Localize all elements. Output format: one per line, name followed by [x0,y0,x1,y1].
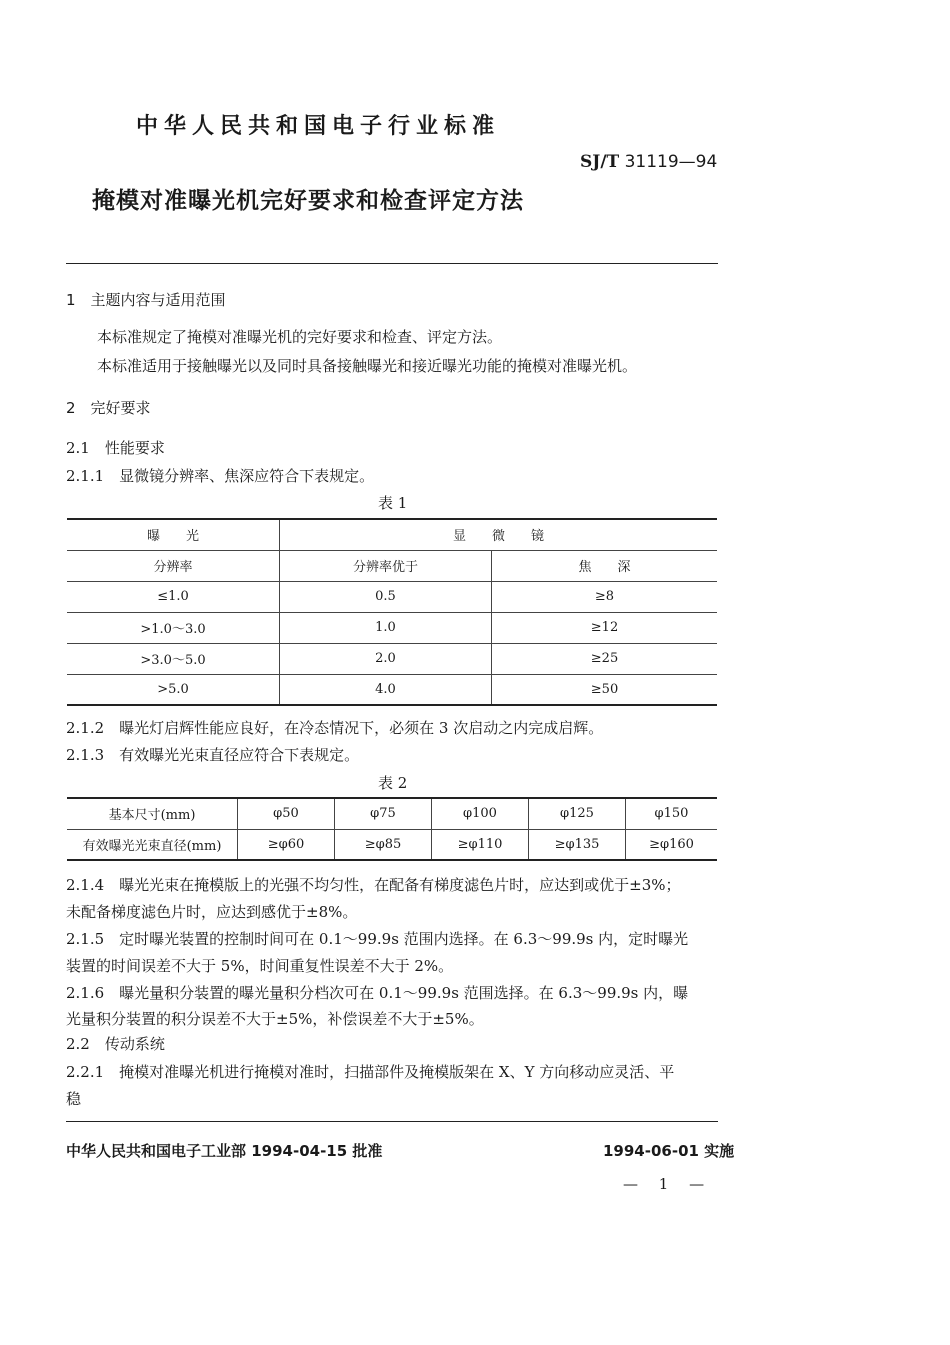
section-2-heading: 2 完好要求 [66,399,151,417]
table-1-caption: 表 1 [378,494,408,512]
table-2-row-label-beam: 有效曝光光束直径(mm) [67,829,238,860]
table-row [67,798,717,829]
table-cell: ≥φ135 [529,829,626,860]
item-2-1-4-line-2: 未配备梯度滤色片时，应达到感优于±8%。 [66,903,358,921]
table-cell: ≥50 [492,674,718,705]
document-title: 掩模对准曝光机完好要求和检查评定方法 [92,188,524,214]
table-cell: ≥8 [492,581,718,612]
page-number: — 1 — [623,1175,713,1193]
item-2-2-1-line-2: 稳 [66,1090,82,1108]
table-1-col-resolution: 分辨率 [67,550,280,581]
standard-code [580,152,717,172]
table-2 [67,797,717,861]
table-1-header-microscope: 显 微 镜 [280,519,718,550]
header-divider [66,263,718,264]
table-cell: 4.0 [280,674,492,705]
table-2-caption: 表 2 [378,774,408,792]
table-cell: 2.0 [280,643,492,674]
table-cell: φ100 [432,798,529,829]
table-1-header-exposure: 曝 光 [67,519,280,550]
table-cell: >5.0 [67,674,280,705]
table-row [67,550,717,581]
table-cell: 0.5 [280,581,492,612]
table-cell: ≥φ110 [432,829,529,860]
implementation-date: 1994-06-01 实施 [603,1142,735,1160]
item-2-1-4-line-1: 2.1.4 曝光光束在掩模版上的光强不均匀性，在配备有梯度滤色片时，应达到或优于±3%； [66,876,681,894]
section-1-paragraph-1: 本标准规定了掩模对准曝光机的完好要求和检查、评定方法。 [97,328,503,346]
item-2-1-3: 2.1.3 有效曝光光束直径应符合下表规定。 [66,746,360,764]
table-cell: 1.0 [280,612,492,643]
table-cell: ≥12 [492,612,718,643]
table-cell: φ50 [238,798,335,829]
footer-divider [66,1121,718,1122]
table-row [67,674,717,705]
section-1-paragraph-2: 本标准适用于接触曝光以及同时具备接触曝光和接近曝光功能的掩模对准曝光机。 [97,357,638,375]
item-2-2-1-line-1: 2.2.1 掩模对准曝光机进行掩模对准时，扫描部件及掩模版架在 X、Y 方向移动应灵活、平 [66,1063,675,1081]
item-2-1-6-line-1: 2.1.6 曝光量积分装置的曝光量积分档次可在 0.1～99.9s 范围选择。在 6.3～99.9s 内，曝 [66,984,689,1002]
table-row [67,519,717,550]
table-cell: ≥φ85 [335,829,432,860]
table-1-col-depth: 焦 深 [492,550,718,581]
table-cell: φ125 [529,798,626,829]
section-1-heading: 1 主题内容与适用范围 [66,291,226,309]
table-row [67,643,717,674]
table-cell: ≥φ60 [238,829,335,860]
item-2-1-6-line-2: 光量积分装置的积分误差不大于±5%，补偿误差不大于±5%。 [66,1010,484,1028]
table-cell: φ150 [626,798,718,829]
table-2-row-label-nominal: 基本尺寸(mm) [67,798,238,829]
table-1-col-resolution-better: 分辨率优于 [280,550,492,581]
standard-code-number: 31119—94 [624,152,718,172]
subsection-2-1: 2.1 性能要求 [66,439,165,457]
table-cell: >3.0～5.0 [67,643,280,674]
table-row [67,581,717,612]
approval-statement: 中华人民共和国电子工业部 1994-04-15 批准 [66,1142,383,1160]
item-2-1-2: 2.1.2 曝光灯启辉性能应良好，在冷态情况下，必须在 3 次启动之内完成启辉。 [66,719,604,737]
item-2-1-5-line-1: 2.1.5 定时曝光装置的控制时间可在 0.1～99.9s 范围内选择。在 6.3～99.9s 内，定时曝光 [66,930,689,948]
table-cell: ≤1.0 [67,581,280,612]
table-cell: ≥φ160 [626,829,718,860]
item-2-1-5-line-2: 装置的时间误差不大于 5%，时间重复性误差不大于 2%。 [66,957,454,975]
item-2-1-1: 2.1.1 显微镜分辨率、焦深应符合下表规定。 [66,467,375,485]
table-row [67,612,717,643]
standard-code-prefix: SJ/T [580,152,620,172]
subsection-2-2: 2.2 传动系统 [66,1035,165,1053]
table-row [67,829,717,860]
table-cell: ≥25 [492,643,718,674]
issuing-organization: 中华人民共和国电子行业标准 [136,114,501,139]
table-1 [67,518,717,706]
table-cell: φ75 [335,798,432,829]
table-cell: >1.0～3.0 [67,612,280,643]
